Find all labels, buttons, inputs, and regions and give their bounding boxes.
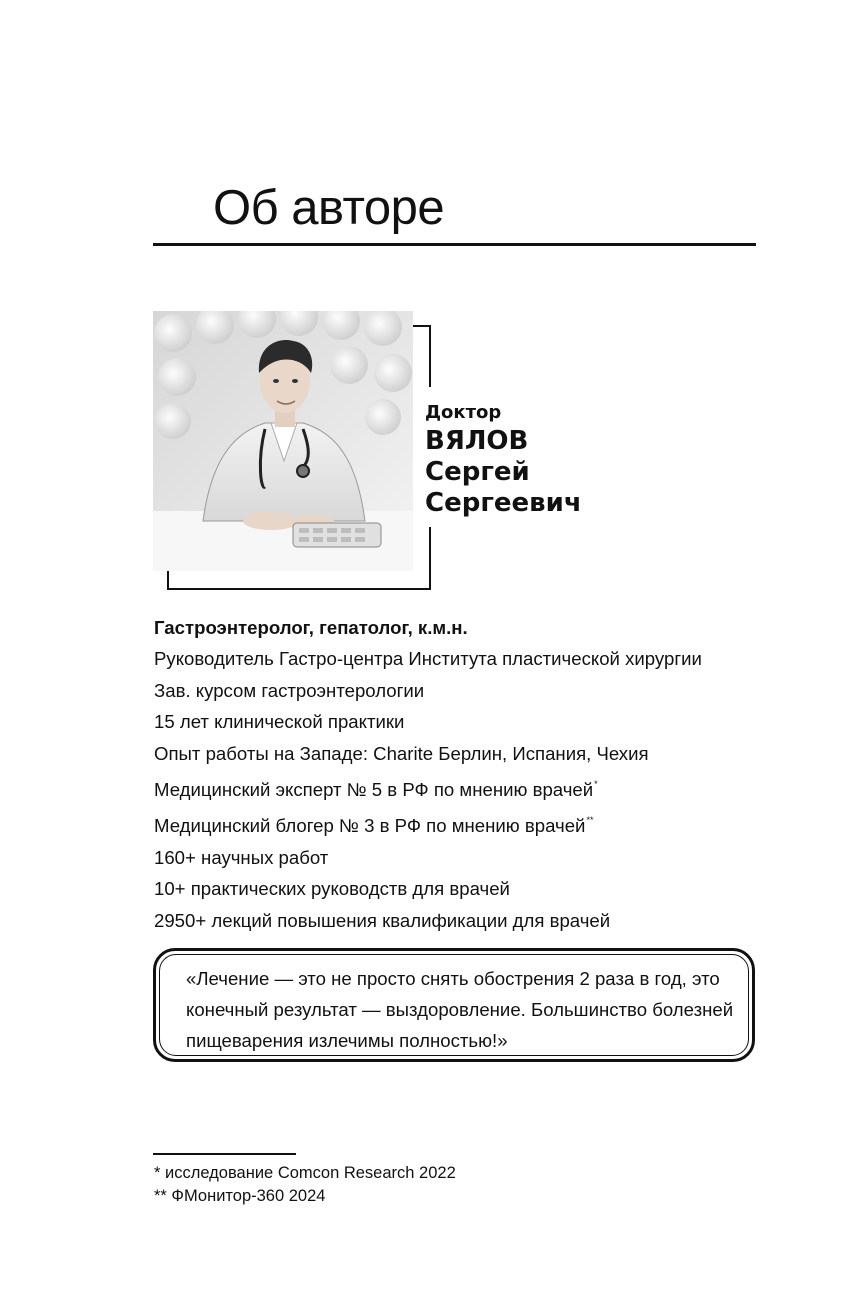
bio-item: 2950+ лекций повышения квалификации для врачей xyxy=(154,909,611,931)
bio-item: Руководитель Гастро-центра Института пластической хирургии xyxy=(154,648,702,670)
title-divider xyxy=(153,243,756,246)
bio-item: Медицинский блогер № 3 в РФ по мнению врачей** xyxy=(154,815,594,837)
bio-item: Опыт работы на Западе: Charite Берлин, Испания, Чехия xyxy=(154,742,649,764)
footnote: * исследование Comcon Research 2022 xyxy=(154,1164,456,1182)
footnote-mark: ** xyxy=(586,815,594,826)
author-prefix: Доктор xyxy=(425,402,502,423)
bio-item: Зав. курсом гастроэнтерологии xyxy=(154,679,425,701)
bio-heading: Гастроэнтеролог, гепатолог, к.м.н. xyxy=(154,617,468,638)
bio-item: 10+ практических руководств для врачей xyxy=(154,878,510,900)
page-title: Об авторе xyxy=(213,181,445,235)
quote-text: «Лечение — это не просто снять обострения 2 раза в год, это конечный результат — выздоровление. Большинство болезней пищеварения излечимы полностью!» xyxy=(186,968,734,1051)
bio-item: 160+ научных работ xyxy=(154,846,329,868)
author-first-name: Сергей xyxy=(425,457,530,487)
doctor-portrait-icon xyxy=(153,311,413,571)
author-patronymic: Сергеевич xyxy=(425,488,582,518)
footnotes xyxy=(154,1162,456,1208)
bio-item: 15 лет клинической практики xyxy=(154,711,405,733)
author-surname: ВЯЛОВ xyxy=(425,426,529,456)
footnote-divider xyxy=(153,1153,296,1155)
footnote-mark: * xyxy=(594,779,598,790)
bio-list xyxy=(154,612,702,936)
bio-item: Медицинский эксперт № 5 в РФ по мнению врачей* xyxy=(154,779,598,801)
quote-box xyxy=(153,948,755,1062)
footnote: ** ФМонитор-360 2024 xyxy=(154,1187,326,1205)
author-name-block xyxy=(425,400,582,519)
